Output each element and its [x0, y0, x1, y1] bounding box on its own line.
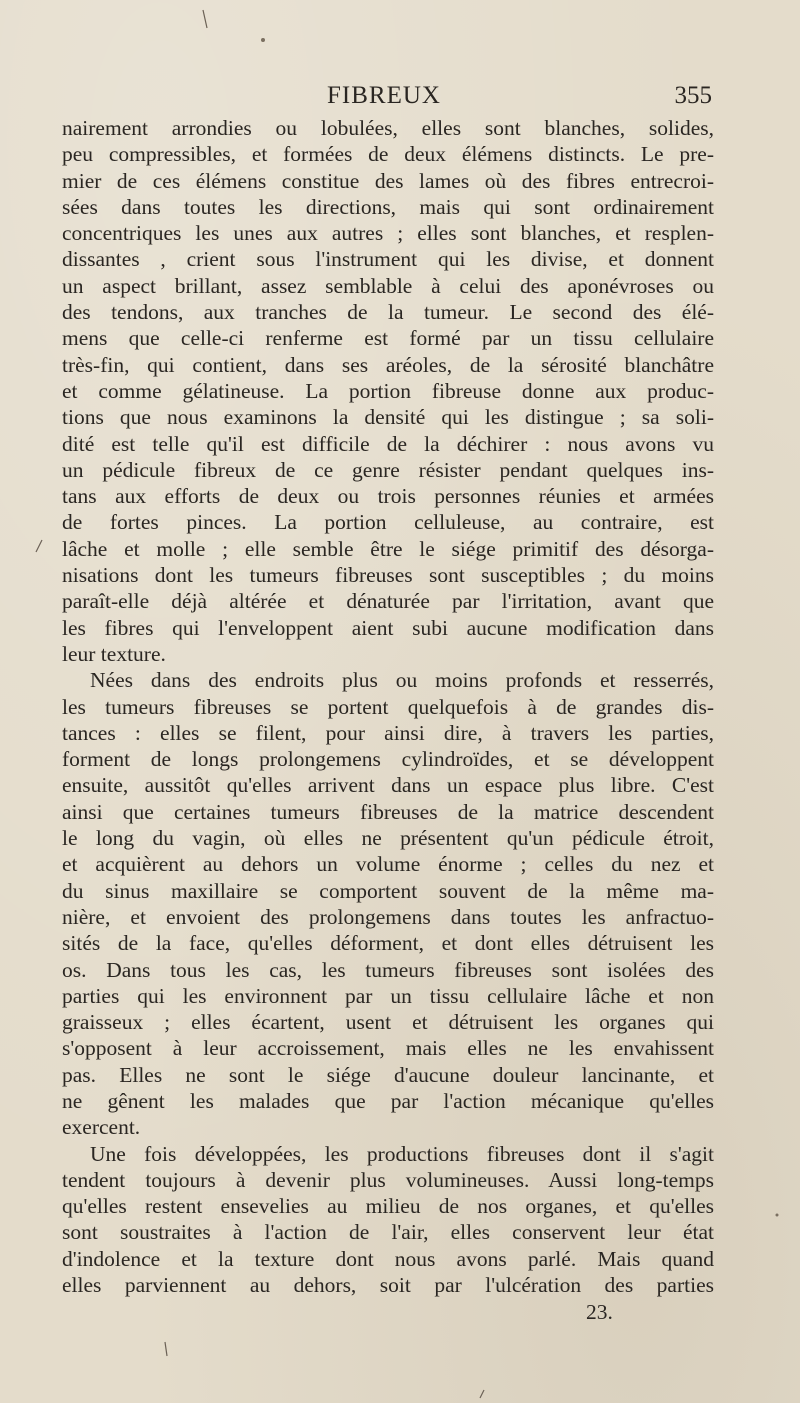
text-line: les fibres qui l'enveloppent aient subi aucune modification dans	[62, 615, 714, 640]
text-line: leur texture.	[62, 641, 166, 666]
text-line: tions que nous examinons la densité qui les distingue ; sa soli-	[62, 405, 714, 430]
text-line: dité est telle qu'il est difficile de la déchirer : nous avons vu	[62, 431, 714, 456]
text-line: tances : elles se filent, pour ainsi dire, à travers les parties,	[62, 720, 714, 745]
text-line: pas. Elles ne sont le siége d'aucune douleur lancinante, et	[62, 1062, 714, 1087]
text-line: elles parviennent au dehors, soit par l'ulcération des parties	[62, 1273, 714, 1298]
text-line: le long du vagin, où elles ne présentent qu'un pédicule étroit,	[62, 826, 714, 851]
text-line: parties qui les environnent par un tissu cellulaire lâche et non	[62, 983, 714, 1008]
text-line: Une fois développées, les productions fibreuses dont il s'agit	[90, 1141, 714, 1166]
paper-speck	[261, 38, 265, 42]
body-text	[62, 115, 714, 1298]
text-line: ne gênent les malades que par l'action mécanique qu'elles	[62, 1088, 714, 1113]
text-line: lâche et molle ; elle semble être le siége primitif des désorga-	[62, 536, 714, 561]
text-line: d'indolence et la texture dont nous avons parlé. Mais quand	[62, 1246, 714, 1271]
text-line: ainsi que certaines tumeurs fibreuses de la matrice descendent	[62, 799, 714, 824]
text-line: Nées dans des endroits plus ou moins profonds et resserrés,	[90, 668, 714, 693]
text-line: sont soustraites à l'action de l'air, elles conservent leur état	[62, 1220, 714, 1245]
text-line: tendent toujours à devenir plus volumineuses. Aussi long-temps	[62, 1167, 714, 1192]
text-line: exercent.	[62, 1115, 141, 1140]
text-line: du sinus maxillaire se comportent souvent de la même ma-	[62, 878, 714, 903]
text-line: de fortes pinces. La portion celluleuse, au contraire, est	[62, 510, 714, 535]
text-line: mier de ces élémens constitue des lames où des fibres entrecroi-	[62, 168, 714, 193]
paper-speck	[776, 1214, 779, 1217]
paper-speck	[165, 1342, 167, 1356]
text-line: os. Dans tous les cas, les tumeurs fibreuses sont isolées des	[62, 957, 714, 982]
page-header	[62, 82, 712, 116]
text-line: sités de la face, qu'elles déforment, et dont elles détruisent les	[62, 931, 714, 956]
text-line: très-fin, qui contient, dans ses aréoles, de la sérosité blanchâtre	[62, 352, 714, 377]
text-line: nairement arrondies ou lobulées, elles sont blanches, solides,	[62, 116, 714, 140]
text-line: qu'elles restent ensevelies au milieu de nos organes, et qu'elles	[62, 1194, 714, 1219]
text-line: paraît-elle déjà altérée et dénaturée par l'irritation, avant que	[62, 589, 714, 614]
signature-mark: 23.	[586, 1300, 613, 1324]
text-line: tans aux efforts de deux ou trois personnes réunies et armées	[62, 484, 714, 509]
text-line: forment de longs prolongemens cylindroïdes, et se développent	[62, 747, 714, 772]
paper-speck	[203, 10, 207, 28]
text-line: des tendons, aux tranches de la tumeur. Le second des élé-	[62, 300, 714, 325]
text-line: s'opposent à leur accroissement, mais elles ne les envahissent	[62, 1036, 714, 1061]
text-line: nisations dont les tumeurs fibreuses sont susceptibles ; du moins	[62, 563, 714, 588]
text-line: et comme gélatineuse. La portion fibreuse donne aux produc-	[62, 378, 714, 403]
text-line: graisseux ; elles écartent, usent et détruisent les organes qui	[62, 1010, 714, 1035]
paper-speck	[36, 540, 42, 552]
text-line: mens que celle-ci renferme est formé par un tissu cellulaire	[62, 326, 714, 351]
text-line: nière, et envoient des prolongemens dans toutes les anfractuo-	[62, 904, 714, 929]
text-line: peu compressibles, et formées de deux élémens distincts. Le pre-	[62, 142, 714, 167]
text-line: dissantes , crient sous l'instrument qui les divise, et donnent	[62, 247, 714, 272]
running-title: FIBREUX	[327, 82, 441, 109]
page-number: 355	[674, 82, 712, 109]
text-line: ensuite, aussitôt qu'elles arrivent dans un espace plus libre. C'est	[62, 773, 714, 798]
paper-speck	[480, 1390, 484, 1398]
text-line: concentriques les unes aux autres ; elles sont blanches, et resplen-	[62, 221, 714, 246]
text-line: et acquièrent au dehors un volume énorme ; celles du nez et	[62, 852, 714, 877]
text-line: sées dans toutes les directions, mais qui sont ordinairement	[62, 194, 714, 219]
text-line: les tumeurs fibreuses se portent quelquefois à de grandes dis-	[62, 694, 714, 719]
text-line: un pédicule fibreux de ce genre résister pendant quelques ins-	[62, 457, 714, 482]
text-line: un aspect brillant, assez semblable à celui des aponévroses ou	[62, 273, 714, 298]
